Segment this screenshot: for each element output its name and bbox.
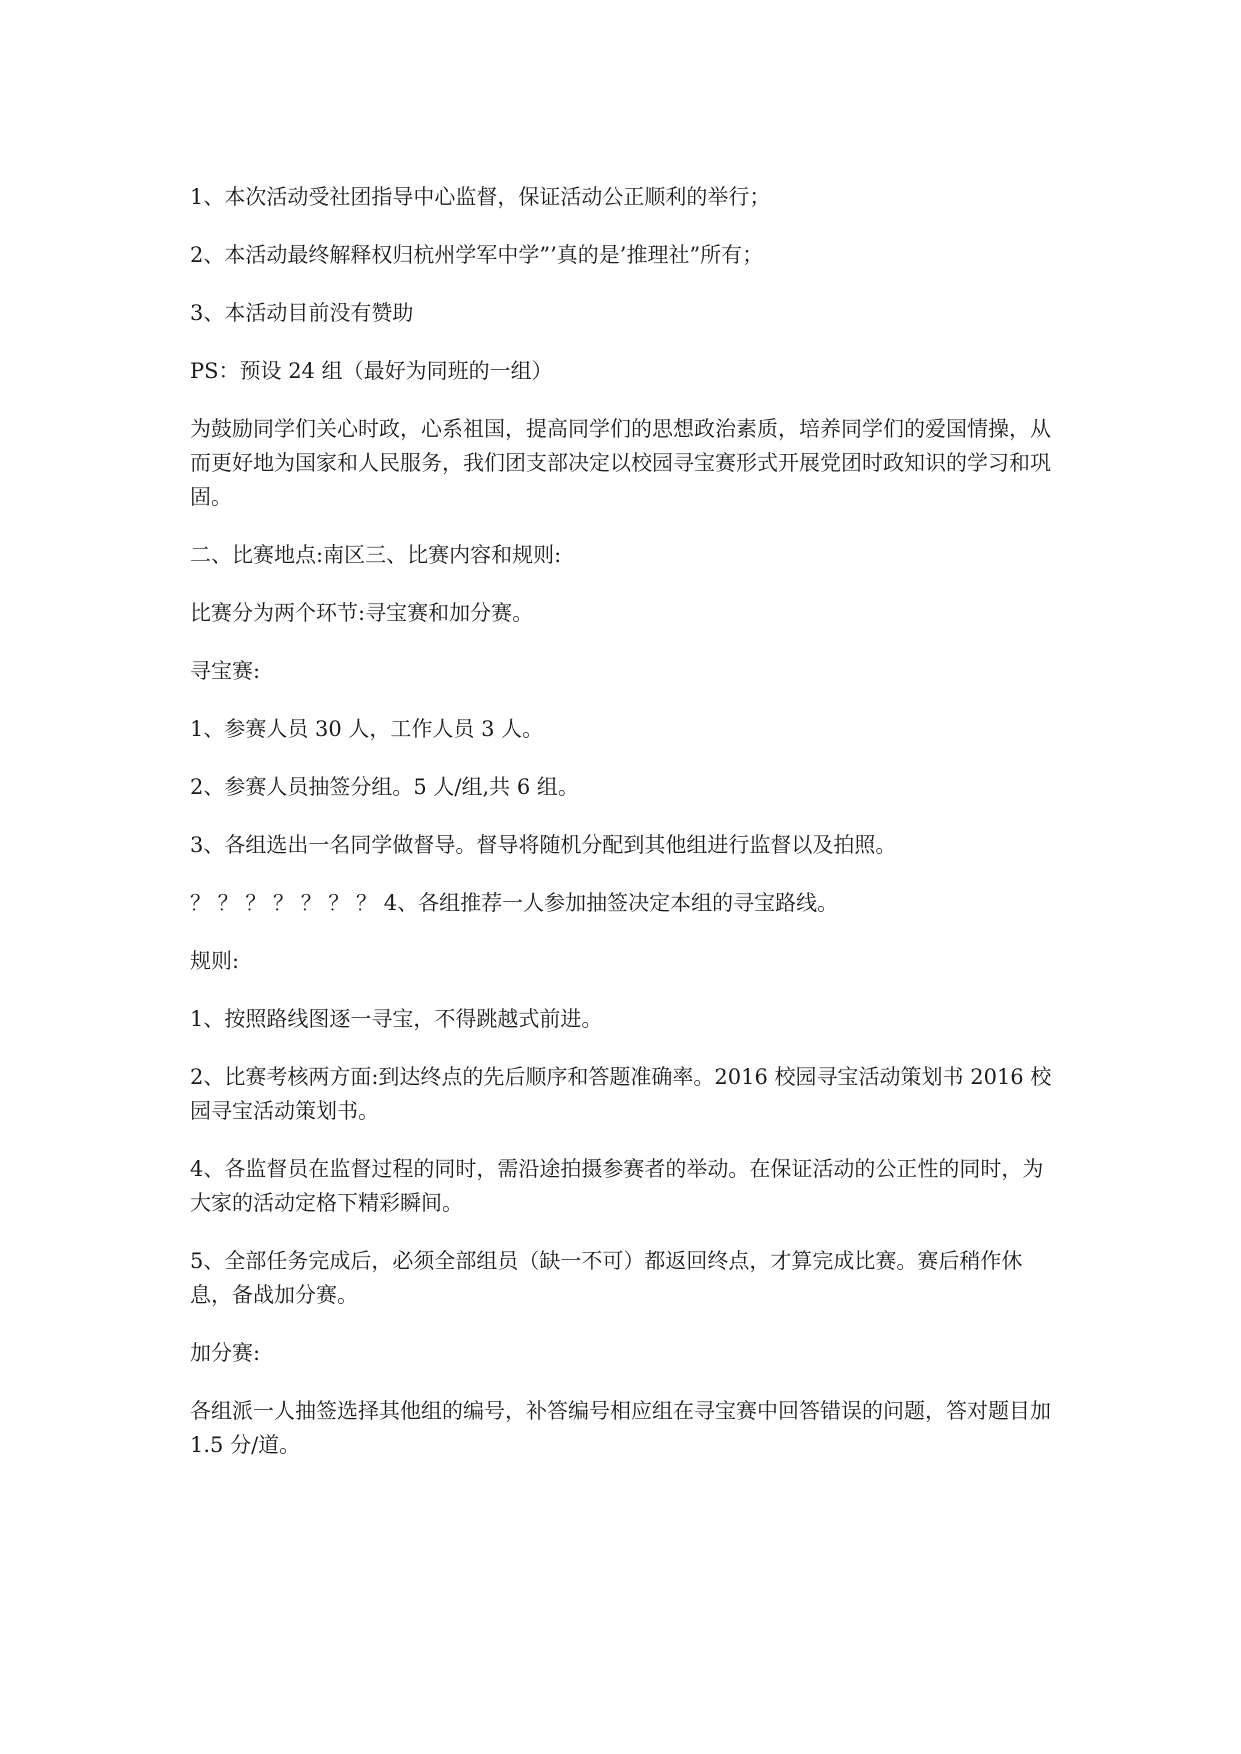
heading-bonus-round: 加分赛: [190,1341,261,1365]
paragraph-bonus-round: 各组派一人抽签选择其他组的编号，补答编号相应组在寻宝赛中回答错误的问题，答对题目加 1.5 分/道。 [190,1399,1051,1457]
heading-treasure-hunt: 寻宝赛: [190,659,261,683]
paragraph-hunt-item-2: 2、参赛人员抽签分组。5 人/组,共 6 组。 [190,775,579,799]
paragraph-hunt-item-4: ？ ？ ？ ？ ？ ？ ？ 4、各组推荐一人参加抽签决定本组的寻宝路线。 [190,891,839,915]
paragraph-rule-2: 2、本活动最终解释权归杭州学军中学”’真的是’推理社”所有； [190,243,764,267]
paragraph-competition-stages: 比赛分为两个环节:寻宝赛和加分赛。 [190,601,534,625]
paragraph-rules-item-4: 4、各监督员在监督过程的同时，需沿途拍摄参赛者的举动。在保证活动的公正性的同时，为大家的活动定格下精彩瞬间。 [190,1157,1044,1215]
paragraph-rules-item-2: 2、比赛考核两方面:到达终点的先后顺序和答题准确率。2016 校园寻宝活动策划书 2016 校园寻宝活动策划书。 [190,1065,1052,1123]
paragraph-ps-note: PS：预设 24 组（最好为同班的一组） [190,359,553,383]
paragraph-rules-item-5: 5、全部任务完成后，必须全部组员（缺一不可）都返回终点，才算完成比赛。赛后稍作休息，备战加分赛。 [190,1249,1023,1307]
heading-rules: 规则: [190,949,240,973]
document-body [190,180,1060,1486]
paragraph-rule-3: 3、本活动目前没有赞助 [190,301,414,325]
paragraph-hunt-item-1: 1、参赛人员 30 人，工作人员 3 人。 [190,717,544,741]
paragraph-rule-1: 1、本次活动受社团指导中心监督，保证活动公正顺利的举行； [190,185,771,209]
paragraph-purpose: 为鼓励同学们关心时政，心系祖国，提高同学们的思想政治素质，培养同学们的爱国情操，从而更好地为国家和人民服务，我们团支部决定以校园寻宝赛形式开展党团时政知识的学习和巩固。 [190,417,1051,509]
paragraph-rules-item-1: 1、按照路线图逐一寻宝，不得跳越式前进。 [190,1007,603,1031]
paragraph-hunt-item-3: 3、各组选出一名同学做督导。督导将随机分配到其他组进行监督以及拍照。 [190,833,897,857]
paragraph-location-heading: 二、比赛地点:南区三、比赛内容和规则: [190,543,562,567]
